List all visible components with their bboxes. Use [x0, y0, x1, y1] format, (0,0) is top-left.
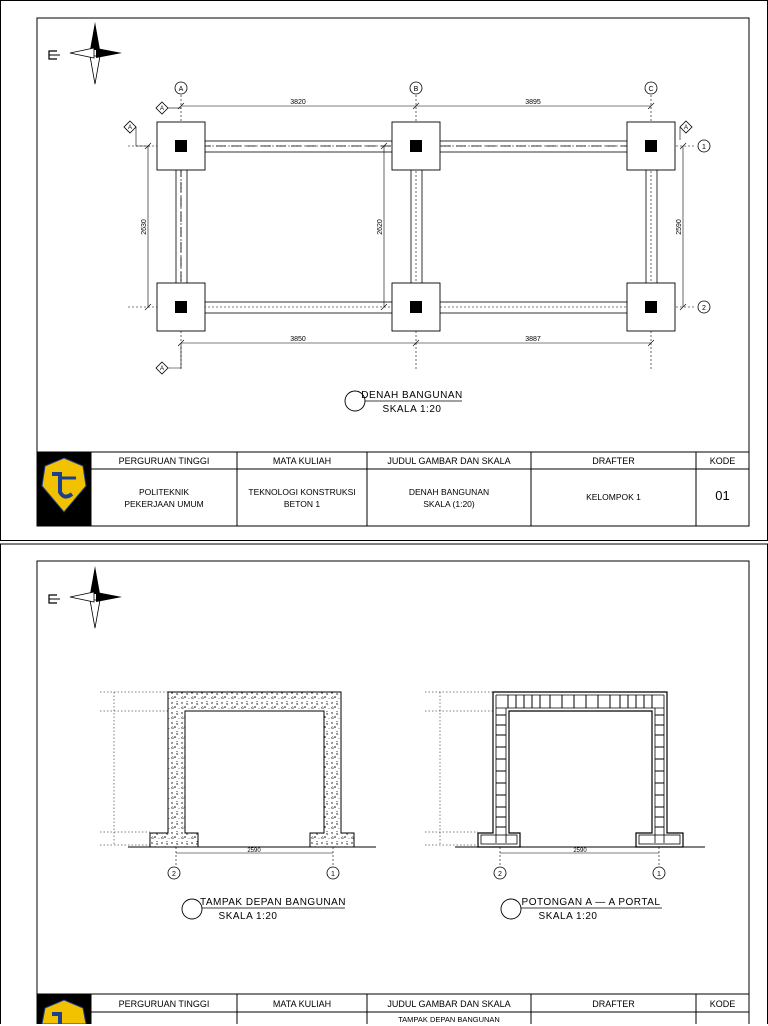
front-caption	[182, 897, 346, 922]
north-arrow-icon	[49, 22, 122, 84]
tb1-drawing-line1: DENAH BANGUNAN	[408, 487, 490, 497]
section-marker-label: A	[127, 125, 133, 131]
section-marker-label: A	[159, 106, 165, 112]
footings	[157, 122, 675, 331]
front-span-dim: 2590	[247, 848, 261, 854]
tb2-header-drafter: DRAFTER	[592, 999, 635, 1009]
front-caption-scale: SKALA 1:20	[218, 911, 278, 922]
plan-caption	[345, 390, 463, 415]
section-grid-right: 1	[657, 871, 661, 878]
front-grid-left: 2	[172, 871, 176, 878]
front-caption-title: TAMPAK DEPAN BANGUNAN	[199, 897, 347, 908]
grid-bubbles	[175, 82, 710, 313]
grid-label-c: C	[648, 86, 654, 93]
grid-label-a: A	[178, 86, 184, 93]
grid-label-2: 2	[702, 305, 706, 312]
tb2-drawing-line1: TAMPAK DEPAN BANGUNAN	[398, 1015, 500, 1024]
section-marker-label: A	[683, 125, 689, 131]
tb2-header-course: MATA KULIAH	[272, 999, 332, 1009]
dim-middle: 2620	[377, 219, 384, 235]
tb1-header-course: MATA KULIAH	[272, 456, 332, 466]
tb1-header-drawing: JUDUL GAMBAR DAN SKALA	[387, 456, 511, 466]
tb1-institution-line1: POLITEKNIK	[138, 487, 190, 497]
tb2-header-drawing: JUDUL GAMBAR DAN SKALA	[387, 999, 511, 1009]
tb1-institution	[91, 486, 237, 510]
tb1-header-drafter: DRAFTER	[592, 456, 635, 466]
section-marker-label: A	[159, 366, 165, 372]
sheet2-inner-border	[37, 561, 749, 1024]
dim-top-b-c: 3895	[525, 99, 541, 106]
tb1-institution-line2: PEKERJAAN UMUM	[124, 499, 204, 509]
plan-caption-scale: SKALA 1:20	[382, 404, 442, 415]
dim-right: 2590	[676, 219, 683, 235]
tb1-course-line2: BETON 1	[283, 499, 321, 509]
dim-bottom-b-c: 3887	[525, 336, 541, 343]
tb2-header-code: KODE	[709, 999, 736, 1009]
plan-caption-title: DENAH BANGUNAN	[361, 390, 463, 401]
dim-bottom-a-b: 3850	[290, 336, 306, 343]
tb1-course	[237, 486, 367, 510]
section-caption	[501, 897, 662, 922]
tb1-drafter: KELOMPOK 1	[586, 492, 641, 502]
tb1-header-code: KODE	[709, 456, 736, 466]
front-grid-right: 1	[331, 871, 335, 878]
dim-top-a-b: 3820	[290, 99, 306, 106]
tb1-code: 01	[715, 488, 730, 503]
tb2-header-institution: PERGURUAN TINGGI	[118, 999, 210, 1009]
grid-label-1: 1	[702, 144, 706, 151]
section-grid-left: 2	[498, 871, 502, 878]
tb1-header-institution: PERGURUAN TINGGI	[118, 456, 210, 466]
north-arrow-icon	[49, 566, 122, 628]
dim-left: 2630	[141, 219, 148, 235]
section-span-dim: 2590	[573, 848, 587, 854]
section-caption-title: POTONGAN A — A PORTAL	[521, 897, 661, 908]
grid-label-b: B	[413, 86, 419, 93]
tb1-course-line1: TEKNOLOGI KONSTRUKSI	[248, 487, 356, 497]
tb1-drawing	[367, 486, 531, 510]
sheet1-inner-border	[37, 18, 749, 526]
section-caption-scale: SKALA 1:20	[538, 911, 598, 922]
tb1-drawing-line2: SKALA (1:20)	[423, 499, 475, 509]
front-elevation	[100, 692, 376, 879]
section-portal	[425, 692, 705, 879]
